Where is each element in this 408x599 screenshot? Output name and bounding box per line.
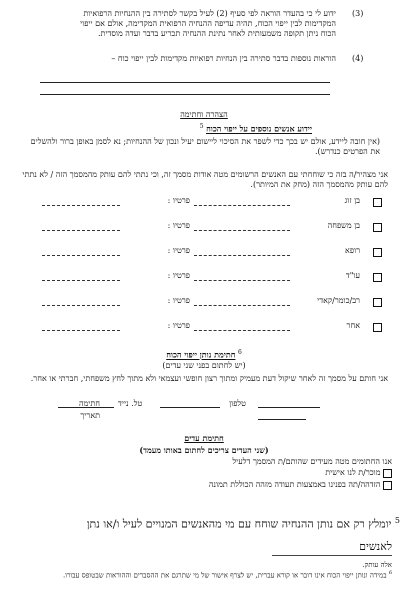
name-line[interactable] [194, 280, 290, 281]
footnote-text: במידה ונותן ייפוי הכוח אינו דובר או קורא עברית, יש לצרף אישור של מי שתרגם את ההסברים וההוראות שבטופס עבורו. [62, 571, 387, 580]
intro-text: (אין חובה ליידע, אולם יש בכך כדי לשפר את הסיכוי ליישום יעיל ונכון של ההנחיות; נא לסמן באופן ברור ולהשלים את הפרטים כנדרש). [30, 137, 380, 156]
details-line[interactable] [42, 205, 120, 206]
subtitle-text: יידוע אנשים נוספים על ייפוי הכוח [206, 123, 312, 134]
witnesses-title-text: חתימת עדים [184, 433, 224, 443]
checkbox[interactable] [373, 248, 382, 257]
contact-type-label: בן זוג [344, 196, 360, 205]
blank-line[interactable] [40, 82, 330, 83]
date-line[interactable] [258, 419, 306, 420]
details-line[interactable] [42, 280, 120, 281]
contact-row [0, 296, 408, 308]
footnote-separator [272, 555, 392, 556]
checkbox[interactable] [373, 223, 382, 232]
large-note [8, 516, 400, 532]
name-line[interactable] [194, 255, 290, 256]
contact-row [0, 321, 408, 333]
details-line[interactable] [42, 305, 120, 306]
details-line[interactable] [42, 230, 120, 231]
name-line[interactable] [194, 205, 290, 206]
footnote-marker: 6 [237, 349, 242, 356]
contact-type-label: רופא [345, 246, 360, 255]
date-label: תאריך [80, 411, 100, 420]
name-line[interactable] [194, 330, 290, 331]
footnote-prefix: אלה עותק. [362, 561, 392, 569]
option-label: מוכר/ת לנו אישית [325, 468, 381, 477]
blank-line[interactable] [40, 94, 330, 95]
details-label: פרטיו : [167, 296, 190, 305]
item-text: ידוע לי כי בהעדר הוראה לפי סעיף (2) לעיל בקשר לסתירה בין ההנחיות הרפואיות המקדימות לבין ייפוי הכוח, תהיה עדיפה ההנחיה הרפואית המקדימה, אולם אם ייפוי הכוח ניתן תקופה משמעותית לאחר נתינת ההנחיה תכריע בדבר ועדה מוסדית. [80, 9, 336, 38]
checkbox[interactable] [373, 198, 382, 207]
contact-row [0, 246, 408, 258]
large-note-line2: לאנשים [359, 540, 392, 553]
mobile-line[interactable] [58, 407, 114, 408]
details-label: פרטיו : [167, 271, 190, 280]
checkbox[interactable] [373, 273, 382, 282]
contact-type-label: אחר [346, 321, 360, 330]
witnesses-title [0, 433, 408, 444]
footnote-marker: 5 [199, 123, 204, 130]
grantor-title-text: חתימת נותן ייפוי הכוח [166, 349, 236, 360]
details-line[interactable] [42, 330, 120, 331]
footnote-marker: 6 [388, 570, 392, 576]
witness-option [22, 480, 392, 490]
details-label: פרטיו : [167, 246, 190, 255]
signature-label: חתימה [78, 399, 100, 408]
item-number: (4) [352, 54, 364, 63]
footnote-6 [16, 570, 392, 580]
section-subtitle [92, 123, 312, 135]
large-note-line1: יומלץ רק אם נותן ההנחיה שוחח עם מי מהאנשים המנויים לעיל ו/או נתן [86, 517, 392, 531]
checkbox[interactable] [383, 469, 392, 478]
witnesses-statement: אנו החתומים מטה מעידים שהותם/ת המסמך דלעיל [232, 457, 392, 466]
contact-row [0, 196, 408, 208]
witnesses-subtitle: (שני העדים צריכים לחתום באותו מעמד) [139, 445, 269, 455]
contact-type-label: רב/כומר/קאדי [317, 296, 360, 305]
phone-label: טלפון [229, 399, 246, 408]
statement-text: אני מצהיר/ה בזה כי שוחחתי עם האנשים הרשומים מטה אודות מסמך זה, וכי נתתי להם עותק מהמסמך הזה / לא נתתי להם עותק מהמסמך הזה (מחק את המיותר). [22, 170, 388, 189]
name-line[interactable] [194, 230, 290, 231]
signature-line[interactable] [258, 407, 320, 408]
checkbox[interactable] [383, 481, 392, 490]
grantor-statement: אני חותם על מסמך זה לאחר שיקול דעת מעמיק ומתוך רצון חופשי ועצמאי ולא מתוך לחץ משפחתי, חברתי או אחר. [30, 374, 388, 383]
witness-option [22, 468, 392, 478]
item-number: (3) [352, 9, 364, 18]
details-label: פרטיו : [167, 321, 190, 330]
checkbox[interactable] [373, 323, 382, 332]
footnote-marker: 5 [394, 516, 400, 525]
checkbox[interactable] [373, 298, 382, 307]
details-line[interactable] [42, 255, 120, 256]
details-label: פרטיו : [167, 221, 190, 230]
mobile-label: טל. נייד [118, 399, 143, 408]
contact-type-label: עו"ד [345, 271, 360, 280]
contact-row [0, 271, 408, 283]
contact-row [0, 221, 408, 233]
grantor-subtitle: (יש לחתום בפני שני עדים) [162, 361, 246, 370]
option-label: הזדהה/תה בפנינו באמצעות תעודה מזהה הכוללת תמונה [208, 480, 381, 489]
name-line[interactable] [194, 305, 290, 306]
contact-type-label: בן משפחה [327, 221, 360, 230]
section-title: הצהרה וחתימה [180, 110, 228, 119]
item-text: הוראות נוספות בדבר סתירה בין הנחיות רפואיות מקדימות לבין ייפוי כוח – [111, 54, 336, 63]
details-label: פרטיו : [167, 196, 190, 205]
phone-line[interactable] [160, 407, 220, 408]
grantor-title [0, 349, 408, 361]
